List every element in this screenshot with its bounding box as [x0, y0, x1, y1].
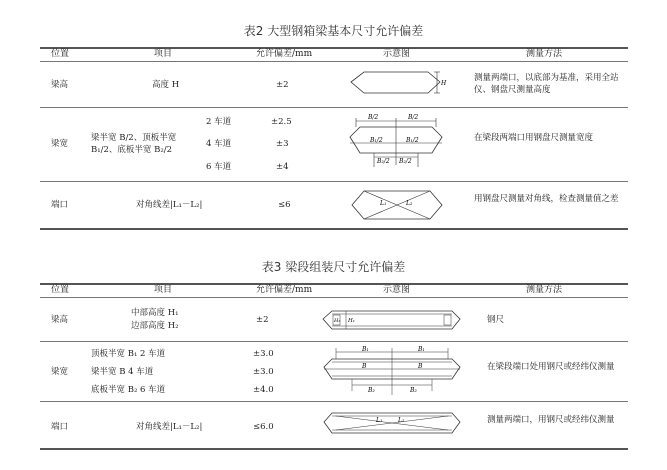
tolerance-top-plate: ±3.0 [253, 349, 274, 359]
label-b1-half-left: B₁/2 [370, 137, 383, 144]
row-position: 端口 [51, 422, 69, 432]
header-position: 位置 [51, 285, 70, 295]
lane-4: 4 车道 [206, 139, 232, 149]
table2-row-rule [40, 107, 628, 108]
header-diagram: 示意图 [383, 285, 411, 295]
table3-row-rule [40, 401, 628, 402]
label-b2-half-left: B₂/2 [377, 158, 390, 165]
box-girder-height-diagram [350, 68, 445, 98]
header-item: 项目 [154, 285, 173, 295]
width-item-top-plate: 顶板半宽 B₁ 2 车道 [91, 349, 166, 359]
label-b-half-right: B/2 [408, 114, 419, 121]
row-item: 对角线差|L₁－L₂| [136, 200, 203, 210]
width-item-bottom-plate: 底板半宽 B₂ 6 车道 [91, 385, 166, 395]
row-item: 对角线差|L₁－L₂| [136, 422, 203, 432]
label-b-left: B [362, 363, 367, 370]
row-position: 梁高 [51, 80, 69, 90]
label-l2: L₂ [398, 417, 405, 424]
table3-header-rule [40, 297, 628, 298]
row-method: 在梁段两端口用钢盘尺测量宽度 [474, 133, 594, 143]
row-method: 在梁段端口处用钢尺或经纬仪测量 [487, 362, 615, 372]
label-b-half-left: B/2 [368, 114, 379, 121]
tolerance-6-lane: ±4 [276, 162, 289, 172]
header-position: 位置 [51, 49, 70, 59]
label-l1: L₁ [380, 200, 387, 207]
label-b2-right: B₂ [410, 387, 417, 394]
box-girder-diagonal-diagram [348, 185, 448, 227]
table3-caption: 表3 梁段组装尺寸允许偏差 [261, 260, 406, 274]
label-h1: H₁ [348, 318, 356, 324]
table2-caption: 表2 大型钢箱梁基本尺寸允许偏差 [243, 24, 424, 38]
label-b1-half-right: B₁/2 [406, 137, 419, 144]
label-l1: L₁ [376, 417, 383, 424]
label-b1-left: B₁ [362, 346, 369, 353]
row-item-line2: 边部高度 H₂ [131, 321, 179, 331]
row-tolerance: ±2 [256, 315, 269, 325]
label-b-right: B [418, 363, 423, 370]
row-position: 梁宽 [51, 139, 69, 149]
row-method: 用钢盘尺测量对角线，检查测量值之差 [474, 194, 619, 204]
row-item-line1: 梁半宽 B/2、顶板半宽 [91, 133, 177, 143]
label-b1-right: B₁ [418, 346, 425, 353]
row-method: 钢尺 [487, 315, 505, 325]
table3-row-rule [40, 341, 628, 342]
row-tolerance: ≤6.0 [253, 422, 274, 432]
row-item-line2: B₁/2、底板半宽 B₂/2 [91, 145, 173, 155]
lane-2: 2 车道 [206, 117, 232, 127]
tolerance-beam: ±3.0 [253, 367, 274, 377]
table2 [40, 47, 628, 230]
segment-width-diagram [322, 345, 462, 401]
segment-height-diagram [322, 305, 462, 337]
header-method: 测量方法 [526, 285, 563, 295]
tolerance-2-lane: ±2.5 [271, 117, 292, 127]
label-h: H [441, 80, 447, 87]
label-l2: L₂ [406, 200, 413, 207]
table2-bottom-rule [40, 228, 628, 230]
row-method: 测量两端口，用钢尺或经纬仪测量 [487, 415, 615, 425]
width-item-beam: 梁半宽 B 4 车道 [91, 367, 154, 377]
label-h2: H₂ [334, 318, 341, 324]
label-b2-half-right: B₂/2 [399, 158, 412, 165]
row-item-line1: 中部高度 H₁ [131, 308, 179, 318]
row-item: 高度 H [152, 80, 180, 90]
table3 [40, 283, 628, 450]
box-girder-width-diagram [348, 113, 448, 177]
lane-6: 6 车道 [206, 162, 232, 172]
table2-header-rule [40, 61, 628, 62]
row-position: 梁宽 [51, 367, 69, 377]
header-tolerance: 允许偏差/mm [256, 285, 313, 295]
header-item: 项目 [154, 49, 173, 59]
row-position: 梁高 [51, 315, 69, 325]
row-tolerance: ≤6 [278, 200, 291, 210]
header-method: 测量方法 [526, 49, 563, 59]
label-b2-left: B₂ [368, 387, 375, 394]
row-tolerance: ±2 [276, 80, 289, 90]
table3-bottom-rule [40, 448, 628, 450]
table2-row-rule [40, 181, 628, 182]
row-method: 测量两端口，以底部为基准，采用全站仪、钢盘尺测量高度 [474, 73, 619, 95]
header-tolerance: 允许偏差/mm [256, 49, 313, 59]
tolerance-4-lane: ±3 [276, 139, 289, 149]
row-position: 端口 [51, 200, 69, 210]
tolerance-bottom-plate: ±4.0 [253, 385, 274, 395]
header-diagram: 示意图 [383, 49, 411, 59]
segment-diagonal-diagram [322, 407, 462, 443]
